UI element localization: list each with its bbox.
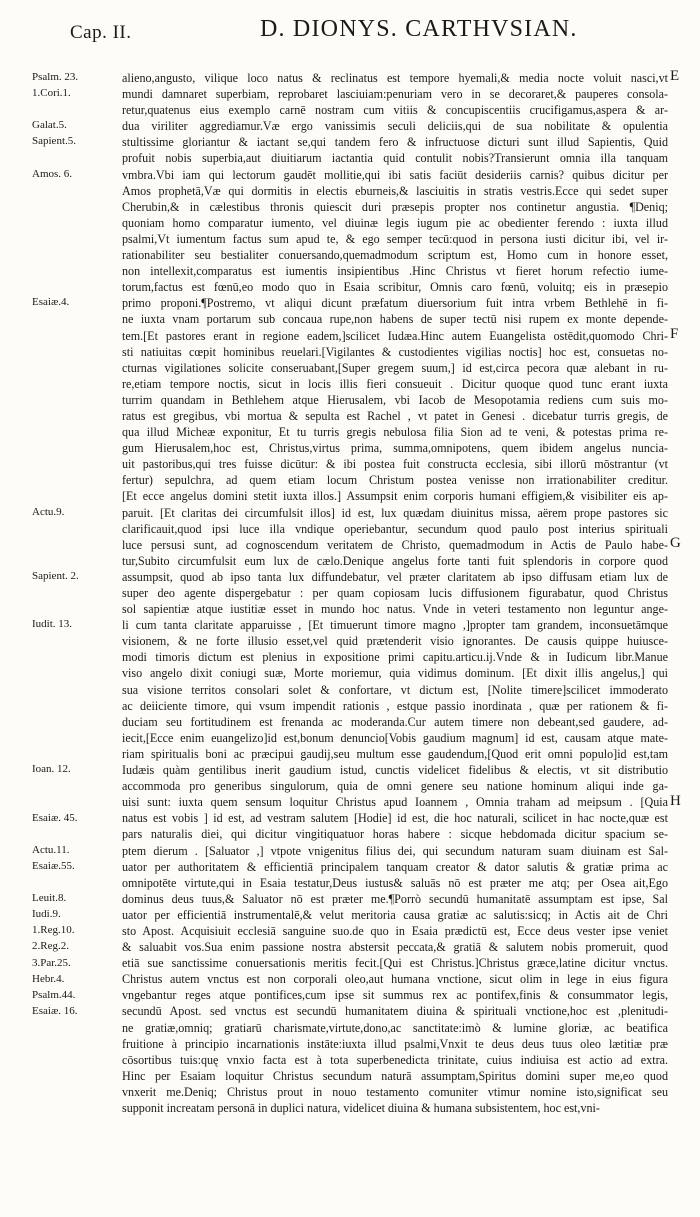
text-line: fertur) sepulchra, ad quem etiam locum Christum postea venisse non irrationabiliter creditur. [122,473,668,488]
text-line: non intellexit,comparatus est iumentis insipientibus .Hinc Christus vt fieret horum refectio iume- [122,264,668,279]
margin-reference: 1.Reg.10. [32,924,75,937]
text-line: li cum tanta claritate apparuisse , [Et timuerunt timore magno ,]propter tam grandem, inconsuetāmque [122,618,668,633]
text-line: accommoda pro generibus singulorum, quia de omni genere seu natione hominum aliqui inde ga- [122,779,668,794]
text-line: secundū Apost. sed vnctus est secundū humanitatem diuina & spirituali vnctione,hoc est ,plenitudi- [122,1004,668,1019]
text-line: Amos prophetā,Væ qui dormitis in electis eburneis,& lasciuitis in stratis vestris.Ecce qui sedet super [122,183,668,198]
text-line: qua illud Micheæ exponitur, Et tu turris gregis nebulosa filia Sion ad te veni, & potestas prima re- [122,425,668,440]
text-line: sti natiuitas cœpit hominibus reuelari.[Vigilantes & custodientes vigilias noctis] hoc est, consuetas no- [122,344,668,359]
section-letter: H [670,792,681,809]
margin-reference: Iudi.9. [32,908,61,921]
text-line: uator per efficientiā instrumentalē,& velut meritoria causa gratiæ ac salutis:sicq; in Actis ait de Chri [122,907,668,922]
text-line: assumpsit, quod ab ipso tanta lux diffundebatur, vel præter claritatem ab ipso diffusam etiam lux de [122,569,668,584]
text-line: & saluabit vos.Sua enim passione nostra abstersit peccata,& gratiā & salutem nobis promeruit, quod [122,940,668,955]
text-line: vmbra.Vbi iam qui lectorum gaudēt mollitie,qui ibi satis faciūt desideriis carnis? quibus dicitur per [122,167,668,182]
margin-reference: Hebr.4. [32,972,65,985]
text-line: re,etiam tempore noctis, sicut in locis illis fieri consueuit . Dicitur quoque quod tunc erant iuxta [122,376,668,391]
margin-reference: Psalm. 23. [32,71,79,83]
text-line: ratus est gregibus, vbi mortua & sepulta est Rachel , vt patet in Genesi . dicebatur turris gregis, de [122,408,668,423]
text-line: super deo agente dispergebatur : per quam copiosam lucis diffusionem figurabatur, quod Christus [122,586,668,600]
text-line: tur,Subito circumfulsit eum lux de cælo.Denique angelus forte tanti fuit splendoris in corpore quod [122,553,668,568]
text-line: fruitione à principio incarnationis instāte:iuxta illud psalmi,Vnxit te deus deus tuus oleo lætitiæ præ [122,1036,668,1051]
text-line: Iudæis quàm gentilibus inerit gaudium istud, cunctis videlicet fidelibus & electis, vt sit distributio [122,763,668,778]
margin-reference: 2.Reg.2. [32,940,69,953]
text-line: luce persusi sunt, ad cognoscendum veritatem de Christo, quemadmodum in Actis de Paulo habe- [122,537,668,552]
margin-reference: Actu.11. [32,843,70,856]
text-line: iecit,[Ecce enim euangelizo]id est,bonum denuncio[Vobis gaudium magnum] id est, causam atque mate- [122,730,668,745]
margin-reference: Esaiæ.4. [32,296,70,309]
text-line: uator per authoritatem & efficientiā principalem tanquam creator & dator salutis & gratiæ prima ac [122,859,668,874]
text-line: uit pastoribus,qui tres fuisse dicūtur: & ibi postea fuit constructa ecclesia, sibi illorū mōstrantur (vt [122,457,668,472]
margin-reference: Psalm.44. [32,988,76,1001]
text-line: Cherubin,& in cælestibus thronis quiescit duri præsepis propter nos continetur angustia. ¶Deniq; [122,199,668,214]
text-line: etiā sue sanctissime conuersationis meritis fecit.[Qui est Christus.]Christus græce,latine dicitur vnctus. [122,956,668,971]
margin-reference: Actu.9. [32,505,65,518]
text-line: vnxerit me.Deniq; Christus prout in nouo testamento comuniter vtimur nomine isto,significat seu [122,1084,668,1099]
text-line: natus est vobis ] id est, ad vestram salutem [Hodie] id est, die hoc naturali, scilicet in hac nocte,quæ est [122,811,668,826]
text-line: modi timoris dictum est plenius in expositione primi capitu.articu.ij.Vnde & in Iudicum libr.Manue [122,650,668,665]
body-text [122,70,668,1116]
margin-reference: Esaiæ. 45. [32,811,78,824]
text-line: primo proponi.¶Postremo, vt aliqui dicunt præfatum diuersorium fuit intra vrbem Bethlehē in fi- [122,296,668,311]
text-line: torum,factus est fœnū,eo modo quo in Esaia scribitur, Omnis caro fœnū, voluitq; eis in præsepio [122,280,668,295]
text-line: turrim quandam in Bethlehem atque Hierusalem, vbi Iacob de Mesopotamia rediens cum suis mo- [122,392,668,407]
text-line: ac deiiciente timore, qui vsum impendit rationis , estque passio inordinata , quæ per rationem & fi- [122,698,668,713]
margin-reference: Esaiæ. 16. [32,1004,78,1017]
author-title: D. DIONYS. CARTHVSIAN. [260,16,578,42]
text-line: dominus deus tuus,& Saluator nō est præter me.¶Porrò secundū humanitatē assumptam est ipse, Sal [122,891,668,906]
text-line: alieno,angusto, vilique loco natus & reclinatus est tempore hyemali,& media nocte voluit nasci,vt [122,71,668,85]
text-line: supponit increatam personā in duplici natura, videlicet diuina & humana subsistentem, hoc est,vni- [122,1101,600,1115]
margin-reference: Leuit.8. [32,892,67,905]
text-line: pars naturalis diei, qui dicitur vingitiquatuor horas habere : sicque hebdomada dicitur spacium se- [122,827,668,842]
text-line: cōsortibus tuis:quę vnxio facta est à tota superbenedicta trinitate, cuius indiuisa est actio ad extra. [122,1052,668,1067]
text-line: dua viriliter aggrediamur.Væ ergo vanissimis seculi deliciis,qui de sua nobilitate & opulentia [122,119,668,134]
text-line: stultissime gloriantur & iactant se,qui tandem fero & infructuose dicturi sunt illud Sapientis, Quid [122,135,668,150]
margin-reference: Sapient.5. [32,135,76,148]
text-line: visionem, & ne forte illusio esset,vel quid prætenderit visio ignorantes. De causis quippe huiusce- [122,634,668,649]
section-letter: E [670,68,680,84]
text-line: sua visione territos consolari solet & confortare, vt dictum est, [Nolite timere]scilicet immoderato [122,682,668,697]
text-line: gum Hierusalem,hoc est, Christus,virtus prima, summa,omnipotens, quem ibidem angelus nuncia- [122,441,668,456]
text-line: ne gratiæ,omniq; gratiarū charismate,virtute,dono,ac sanctitate:imò & lumine gloriæ, ac beatifica [122,1020,668,1035]
text-line: sto Apost. Acquisiuit ecclesiā sanguine suo.de quo in Esaia prædictū est, Ecce deus vester ipse veniet [122,923,668,938]
text-line: omnipotēte virtute,qui in Esaia testatur,Deus iustus& saluās nō est præter me atq; per Osea ait,Ego [122,875,668,890]
text-line: viso angelo dixit coniugi suæ, Morte moriemur, quia vidimus dominum. [Et dixit illis angelus,] qui [122,666,668,681]
text-line: Hinc per Esaiam loquitur Christus secundum naturā assumptam,Spiritus domini super me,eo quod [122,1068,668,1083]
text-line: paruit. [Et claritas dei circumfulsit illos] id est, lux quædam diuinitus missa, aërem prope pastores sic [122,505,668,520]
running-header [0,12,700,46]
text-line: uisi sunt: iuxta quem sensum loquitur Christus apud Ioannem , Omnia traham ad meipsum . [Quia [122,795,668,810]
margin-reference: Amos. 6. [32,167,73,180]
text-line: mundi damnaret superbiam, reprobaret lasciuiam:penuriam vero in se decoraret,& pauperes consola- [122,87,668,102]
text-line: retur,quatenus eius exemplo carnē nostram cum vitiis & concupiscentiis crucifigamus,aspera & ar- [122,103,668,118]
text-line: riam spiritualis boni ac præcipui gaudij,seu multum esse gaudendum,[Quod erit omni populo]id est,tam [122,746,668,761]
margin-reference: 1.Cori.1. [32,87,71,100]
text-line: rationabiliter seu bestialiter conuersando,quemadmodum scriptum est, Homo cum in honore esset, [122,248,668,263]
margin-reference: Ioan. 12. [32,763,71,776]
margin-reference: 3.Par.25. [32,956,71,969]
text-line: [Et ecce angelus domini stetit iuxta illos.] Assumpsit enim corporis humani effigiem,& visibiliter eis ap- [122,489,668,504]
text-line: clarificauit,quod ipsi luce illa vndique operiebantur, secundum quod paulo post interius spirituali [122,521,668,536]
margin-reference: Galat.5. [32,119,67,132]
margin-reference: Esaiæ.55. [32,859,75,872]
text-line: duciam seu fortitudinem est frenanda ac moderanda.Cur autem timere non debeant,sed gaudere, ad- [122,714,668,729]
text-line: Christus autem vnctus est non corporali oleo,aut humana vnctione, sicut olim in lege in eius figura [122,972,668,987]
text-line: cturnas vigilationes solicite conseruabant,[Super gregem suum,] id est,circa pecora quæ alebant in ru- [122,360,668,375]
margin-reference: Iudit. 13. [32,618,73,631]
text-line: ptem dierum . [Saluator ,] vtpote vnigenitus filius dei, qui secundum naturam suam diuinam est Sal- [122,843,668,858]
text-line: sol sapientiæ atque iustitiæ esset in mundo hoc natus. Vnde in veteri testamento non leguntur ange- [122,602,668,617]
text-line: psalmi,Vt iumentum factus sum apud te, & ego semper tecū:quod in persona iusti dicitur ibi, vel ir- [122,231,668,246]
section-letter: F [670,325,679,342]
text-line: ne iuxta vnam portarum sub concaua rupe,non habens de super tectū nisi rupem ex monte depende- [122,312,668,327]
text-line: vngebantur reges atque pontifices,cum ipse sit summus rex ac pontifex,finis & consummator legis, [122,988,668,1003]
section-letter: G [670,534,681,551]
text-line: profuit nobis superbia,aut diuitiarum iactantia quid contulit nobis?Transierunt omnia illa tanquam [122,151,668,166]
margin-reference: Sapient. 2. [32,570,79,583]
text-line: tem.[Et pastores erant in regione eadem,]scilicet Iudæa.Hinc autem Euangelista ostēdit,quomodo Chri- [122,328,668,343]
chapter-label: Cap. II. [70,22,132,43]
text-line: quoniam homo comparatur iumento, vel diuinæ legis iugum pie ac obedienter ferendo : iuxta illud [122,215,668,230]
